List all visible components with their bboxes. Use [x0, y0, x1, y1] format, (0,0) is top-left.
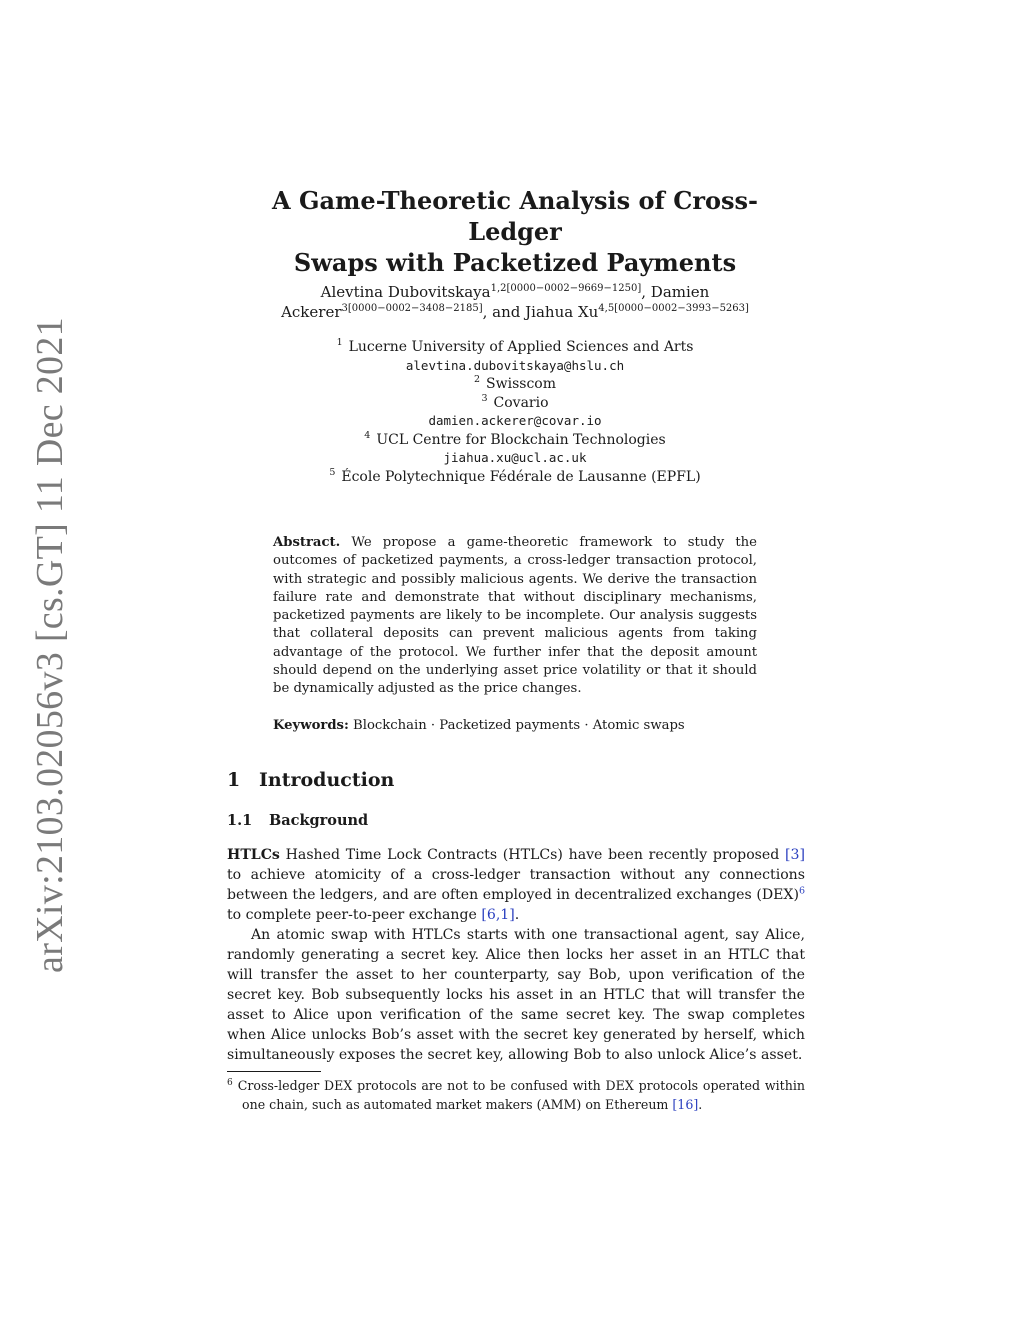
- affiliation-4: [245, 431, 785, 450]
- abstract: [273, 534, 757, 699]
- subsection-title: Background: [269, 812, 369, 829]
- paragraph-text: to achieve atomicity of a cross-ledger transaction without any connections between the ledgers, and are often employed in decentralized exchanges (DEX): [227, 867, 805, 903]
- citation-link[interactable]: [16]: [672, 1096, 699, 1112]
- citation-link[interactable]: [3]: [785, 847, 805, 863]
- footnote-text: .: [698, 1096, 703, 1112]
- citation-link[interactable]: [6,1]: [481, 907, 515, 923]
- author-email: damien.ackerer@covar.io: [428, 413, 602, 428]
- author-list: [245, 282, 785, 322]
- section-heading: [227, 769, 394, 791]
- affiliation-1: [245, 338, 785, 357]
- affiliation-name: Swisscom: [486, 376, 556, 392]
- paragraph-text: Hashed Time Lock Contracts (HTLCs) have been recently proposed: [285, 847, 780, 863]
- affiliation-number: 3: [481, 392, 488, 404]
- title-line-2: Swaps with Packetized Payments: [293, 248, 737, 277]
- author-name: Alevtina Dubovitskaya: [320, 283, 491, 301]
- author-line-1: Alevtina Dubovitskaya$^{1,2[0000-0002-9669-1250]}$, Damien: [320, 283, 710, 301]
- author-name: Ackerer: [281, 303, 342, 321]
- affiliation-3: [245, 394, 785, 413]
- footnote-rule: [227, 1071, 321, 1072]
- paper-title: [230, 185, 800, 278]
- affiliation-name: UCL Centre for Blockchain Technologies: [376, 431, 666, 448]
- affiliation-name: École Polytechnique Fédérale de Lausanne (EPFL): [341, 468, 701, 485]
- affiliation-name: Covario: [493, 394, 549, 411]
- section-title: Introduction: [259, 769, 395, 791]
- keywords: [273, 717, 757, 735]
- author-name: Jiahua Xu: [525, 303, 599, 321]
- subsection-number: 1.1: [227, 812, 253, 829]
- affiliation-number: 1: [336, 337, 343, 349]
- author-orcid: 1,2[0000−0002−9669−1250]: [490, 283, 642, 294]
- author-email: alevtina.dubovitskaya@hslu.ch: [405, 357, 625, 373]
- paragraph-text: to complete peer-to-peer exchange: [227, 907, 477, 923]
- affiliation-number: 2: [473, 374, 481, 386]
- paragraph: [227, 845, 805, 925]
- title-line-1: A Game-Theoretic Analysis of Cross-Ledger: [272, 186, 758, 246]
- affiliation-5: [245, 468, 785, 487]
- footnote: [227, 1077, 805, 1114]
- author-orcid: 4,5[0000−0002−3993−5263]: [598, 303, 749, 314]
- paragraph-text: .: [514, 907, 520, 923]
- footnote-text: Cross-ledger DEX protocols are not to be confused with DEX protocols operated within one chain, such as automated market makers (AMM) on Ethereum: [237, 1078, 805, 1112]
- abstract-label: Abstract.: [273, 535, 341, 550]
- author-name: Damien: [650, 283, 710, 301]
- section-number: 1: [227, 769, 241, 791]
- author-conjunction: and: [492, 303, 521, 321]
- abstract-text: We propose a game-theoretic framework to study the outcomes of packetized payments, a cross-ledger transaction protocol, with strategic and possibly malicious agents. We derive the transaction failure rate and demonstrate that without disciplinary mechanisms, packetized payments are likely to be incomplete. Our analysis suggests that collateral deposits can prevent malicious agents from taking advantage of the protocol. We further infer that the deposit amount should depend on the underlying asset price volatility or that it should be dynamically adjusted as the price changes.: [273, 535, 757, 697]
- paragraph: An atomic swap with HTLCs starts with one transactional agent, say Alice, randomly generating a secret key. Alice then locks her asset in an HTLC that will transfer the asset to her counterparty, say Bob, upon verification of the secret key. Bob subsequently locks his asset in an HTLC that will transfer the asset to Alice upon verification of the same secret key. The swap completes when Alice unlocks Bob’s asset with the secret key generated by herself, which simultaneously exposes the secret key, allowing Bob to also unlock Alice’s asset.: [227, 927, 805, 1063]
- affiliation-number: 5: [329, 466, 336, 478]
- author-line-2: Ackerer$^{3[0000-0002-3408-2185]}$, and Jiahua $Xu^{4,5[0000-0002-3993-5263]}$: [281, 303, 749, 321]
- subsection-heading: [227, 812, 368, 829]
- keywords-list: Blockchain · Packetized payments · Atomic swaps: [353, 718, 685, 733]
- arxiv-stamp: arXiv:2103.02056v3 [cs.GT] 11 Dec 2021: [29, 317, 71, 973]
- affiliation-2: [245, 375, 785, 394]
- author-orcid: 3[0000−0002−3408−2185]: [341, 303, 483, 314]
- affiliation-list: [245, 338, 785, 486]
- keywords-label: Keywords:: [273, 718, 349, 733]
- affiliation-number: 4: [364, 429, 371, 441]
- footnote-link[interactable]: 6: [798, 885, 805, 897]
- paragraph-lead: HTLCs: [227, 847, 280, 863]
- footnote-number: 6: [227, 1077, 233, 1088]
- affiliation-name: Lucerne University of Applied Sciences and Arts: [348, 339, 694, 355]
- author-email: jiahua.xu@ucl.ac.uk: [443, 450, 587, 465]
